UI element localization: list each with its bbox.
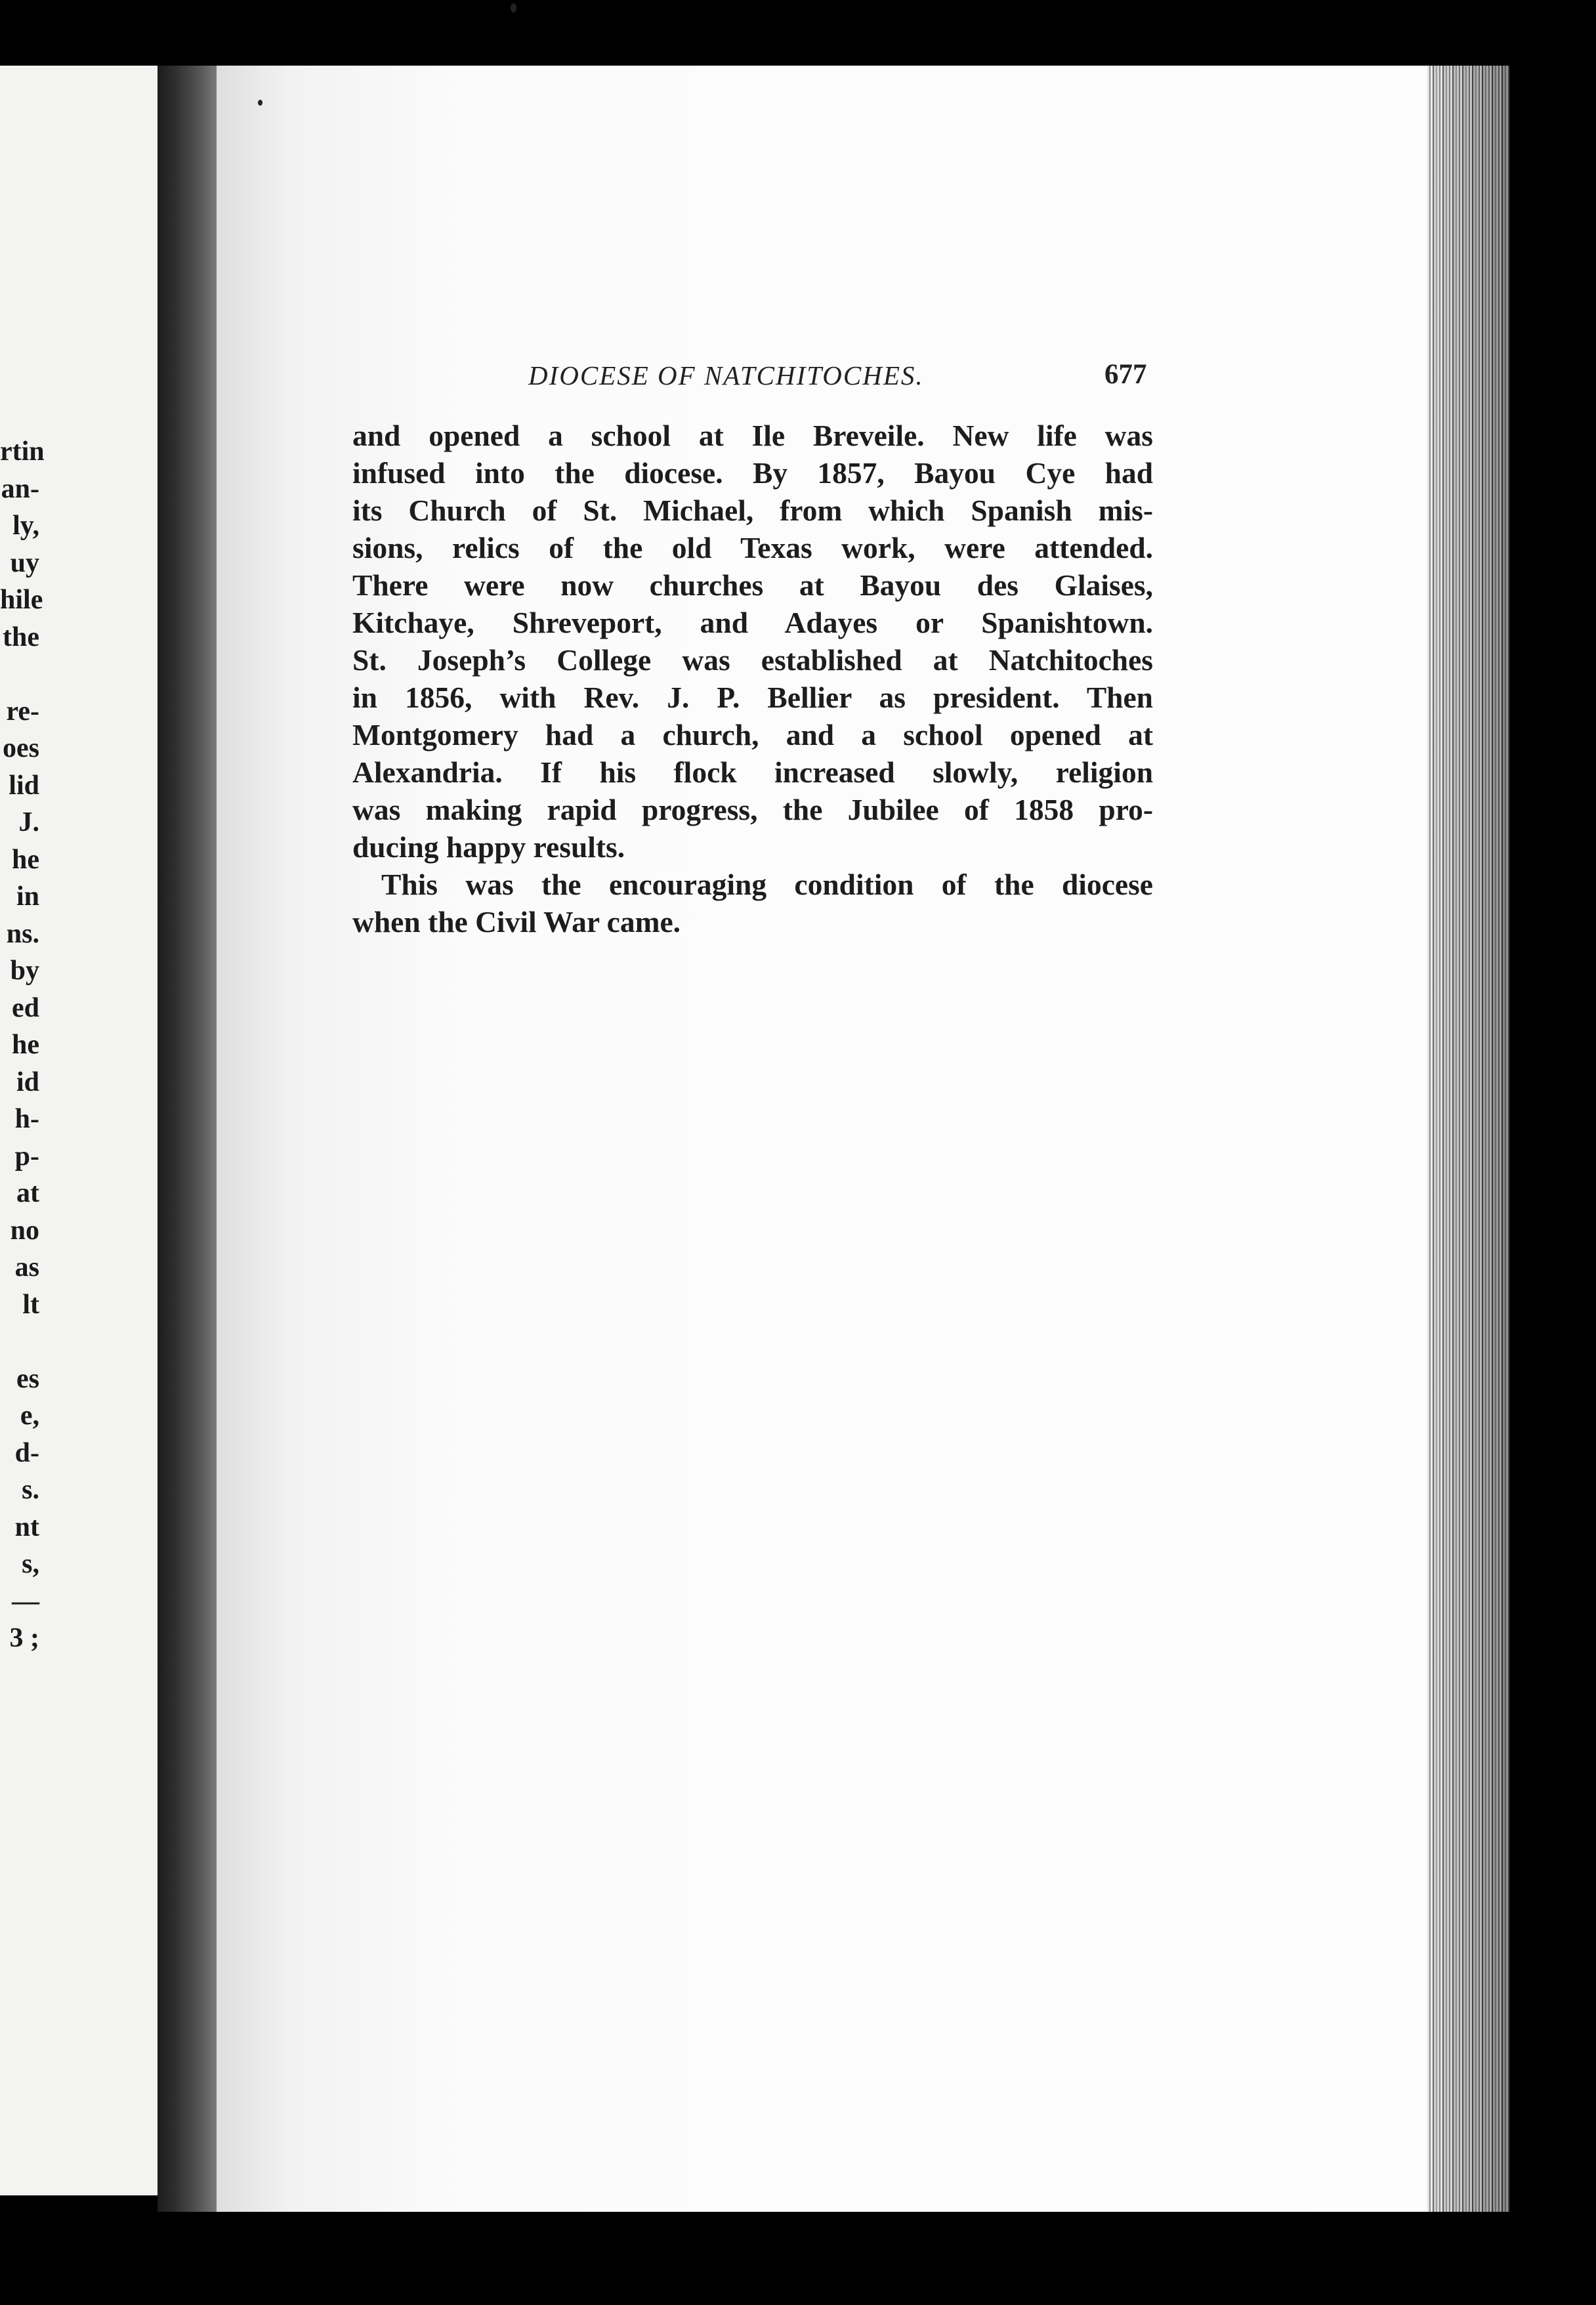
text-fragment: s, — [22, 1549, 39, 1579]
text-line: Montgomery had a church, and a school opened at — [352, 718, 1153, 751]
text-fragment: nt — [14, 1512, 39, 1542]
text-fragment: uy — [10, 547, 39, 578]
text-line: in 1856, with Rev. J. P. Bellier as president. Then — [352, 681, 1153, 714]
text-fragment: an- — [1, 473, 39, 504]
text-fragment: at — [16, 1178, 39, 1208]
text-fragment: by — [10, 956, 39, 986]
text-fragment: hile — [0, 585, 43, 615]
text-fragment: no — [10, 1215, 39, 1246]
text-fragment: ly, — [12, 511, 39, 541]
body-text — [352, 417, 1153, 941]
text-line: There were now churches at Bayou des Glaises, — [352, 568, 1153, 602]
text-fragment: d- — [14, 1437, 39, 1468]
text-fragment — [0, 656, 39, 693]
text-fragment: — — [12, 1586, 39, 1617]
text-line: sions, relics of the old Texas work, were attended. — [352, 531, 1153, 564]
text-fragment: J. — [18, 807, 39, 837]
text-line: when the Civil War came. — [352, 905, 681, 939]
page-number: 677 — [1104, 359, 1147, 390]
text-fragment: he — [12, 844, 39, 875]
text-fragment: e, — [20, 1401, 39, 1431]
text-fragment: lid — [9, 770, 39, 801]
page-edges-shading — [1427, 66, 1509, 2212]
text-fragment: he — [12, 1030, 39, 1060]
text-fragment: lt — [22, 1289, 39, 1320]
text-fragment — [0, 1323, 39, 1361]
text-fragment: p- — [14, 1141, 39, 1172]
text-fragment: re- — [6, 696, 39, 727]
text-line: This was the encouraging condition of the diocese — [381, 868, 1153, 901]
scan-speck — [511, 3, 516, 12]
text-fragment: es — [16, 1363, 39, 1394]
left-page-text-fragments — [0, 433, 45, 1657]
text-fragment: oes — [3, 733, 39, 763]
scan-speck — [258, 100, 262, 106]
text-fragment: s. — [22, 1475, 39, 1505]
text-fragment: h- — [14, 1104, 39, 1134]
text-fragment: rtin — [0, 436, 45, 467]
text-line: ducing happy results. — [352, 830, 625, 864]
running-head: DIOCESE OF NATCHITOCHES. — [528, 360, 924, 391]
text-line: and opened a school at Ile Breveile. New life was — [352, 419, 1153, 452]
left-facing-page — [0, 66, 183, 2195]
text-fragment: ed — [12, 992, 39, 1023]
text-line: Alexandria. If his flock increased slowly, religion — [352, 755, 1153, 789]
text-line: infused into the diocese. By 1857, Bayou Cye had — [352, 456, 1153, 490]
text-line: was making rapid progress, the Jubilee of 1858 pro- — [352, 793, 1153, 826]
text-fragment: id — [16, 1067, 39, 1097]
text-fragment: 3 ; — [9, 1623, 39, 1653]
text-fragment: the — [3, 622, 39, 652]
text-fragment: in — [16, 881, 39, 912]
text-line: Kitchaye, Shreveport, and Adayes or Spanishtown. — [352, 606, 1153, 639]
text-fragment: ns. — [6, 918, 39, 949]
text-line: its Church of St. Michael, from which Spanish mis- — [352, 494, 1153, 527]
text-line: St. Joseph’s College was established at Natchitoches — [352, 643, 1153, 677]
text-fragment: as — [14, 1252, 39, 1282]
